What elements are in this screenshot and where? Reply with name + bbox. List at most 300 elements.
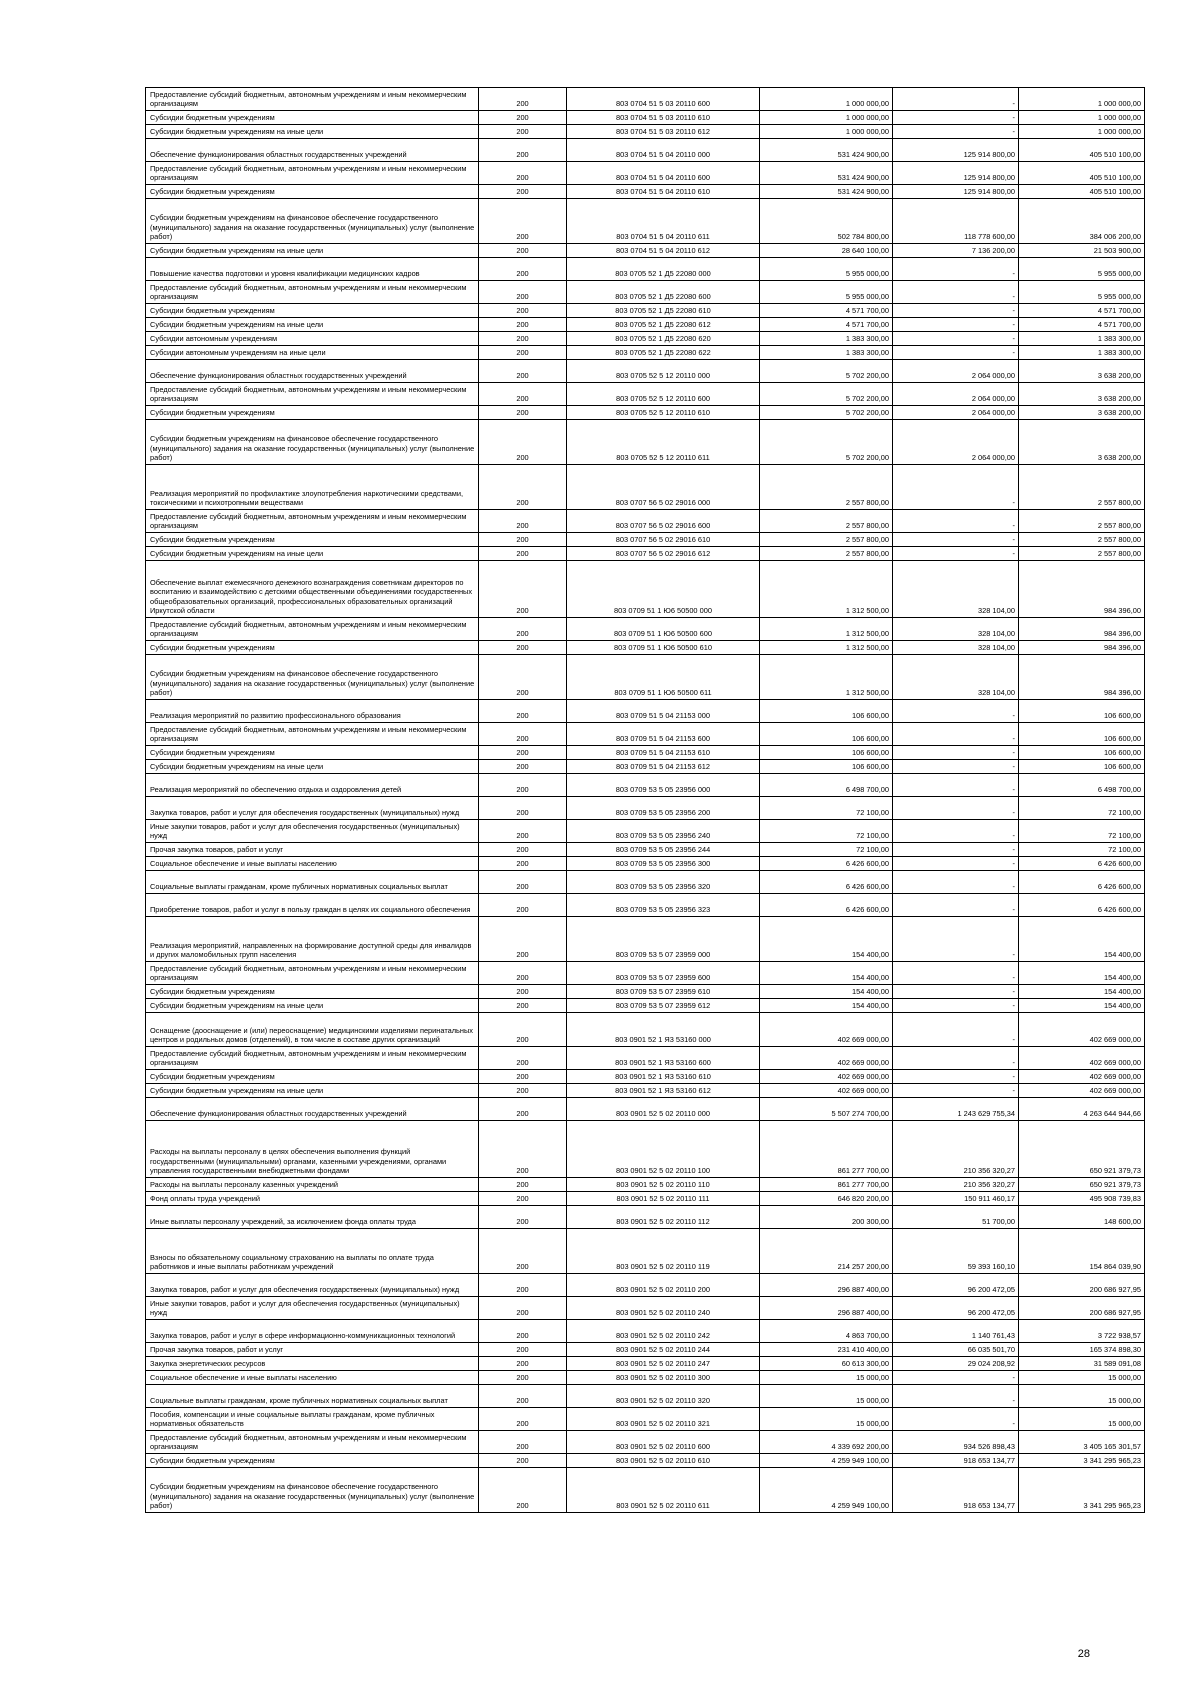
remaining-amount-cell: 6 426 600,00	[1019, 871, 1145, 894]
admin-code-cell: 200	[479, 1297, 567, 1320]
admin-code-cell: 200	[479, 162, 567, 185]
remaining-amount-cell: 106 600,00	[1019, 746, 1145, 760]
approved-amount-cell: 72 100,00	[760, 820, 893, 843]
approved-amount-cell: 402 669 000,00	[760, 1070, 893, 1084]
admin-code-cell: 200	[479, 871, 567, 894]
item-name-cell: Субсидии бюджетным учреждениям	[146, 1070, 479, 1084]
remaining-amount-cell: 2 557 800,00	[1019, 510, 1145, 533]
executed-amount-cell: 2 064 000,00	[893, 360, 1019, 383]
table-row	[146, 857, 1145, 871]
item-name-cell: Закупка товаров, работ и услуг в сфере информационно-коммуникационных технологий	[146, 1320, 479, 1343]
admin-code-cell: 200	[479, 510, 567, 533]
approved-amount-cell: 4 863 700,00	[760, 1320, 893, 1343]
executed-amount-cell: 1 243 629 755,34	[893, 1098, 1019, 1121]
admin-code-cell: 200	[479, 723, 567, 746]
remaining-amount-cell: 154 400,00	[1019, 985, 1145, 999]
executed-amount-cell: 59 393 160,10	[893, 1229, 1019, 1274]
remaining-amount-cell: 3 638 200,00	[1019, 420, 1145, 465]
budget-code-cell: 803 0901 52 5 02 20110 247	[567, 1357, 760, 1371]
remaining-amount-cell: 31 589 091,08	[1019, 1357, 1145, 1371]
approved-amount-cell: 296 887 400,00	[760, 1297, 893, 1320]
approved-amount-cell: 106 600,00	[760, 746, 893, 760]
approved-amount-cell: 5 702 200,00	[760, 406, 893, 420]
remaining-amount-cell: 200 686 927,95	[1019, 1274, 1145, 1297]
budget-code-cell: 803 0901 52 5 02 20110 240	[567, 1297, 760, 1320]
budget-code-cell: 803 0707 56 5 02 29016 610	[567, 533, 760, 547]
admin-code-cell: 200	[479, 420, 567, 465]
executed-amount-cell: -	[893, 258, 1019, 281]
budget-code-cell: 803 0704 51 5 03 20110 612	[567, 125, 760, 139]
budget-code-cell: 803 0707 56 5 02 29016 600	[567, 510, 760, 533]
admin-code-cell: 200	[479, 88, 567, 111]
remaining-amount-cell: 384 006 200,00	[1019, 199, 1145, 244]
budget-code-cell: 803 0709 51 5 04 21153 612	[567, 760, 760, 774]
remaining-amount-cell: 72 100,00	[1019, 843, 1145, 857]
table-row	[146, 281, 1145, 304]
remaining-amount-cell: 15 000,00	[1019, 1371, 1145, 1385]
approved-amount-cell: 4 259 949 100,00	[760, 1454, 893, 1468]
admin-code-cell: 200	[479, 465, 567, 510]
budget-code-cell: 803 0901 52 5 02 20110 111	[567, 1192, 760, 1206]
item-name-cell: Оснащение (дооснащение и (или) переоснащение) медицинскими изделиями перинатальных центров и родильных домов (отделений), в том числе в составе других организаций	[146, 1013, 479, 1047]
budget-code-cell: 803 0709 53 5 07 23959 612	[567, 999, 760, 1013]
remaining-amount-cell: 3 341 295 965,23	[1019, 1454, 1145, 1468]
remaining-amount-cell: 6 426 600,00	[1019, 894, 1145, 917]
executed-amount-cell: 328 104,00	[893, 618, 1019, 641]
admin-code-cell: 200	[479, 820, 567, 843]
budget-code-cell: 803 0704 51 5 04 20110 000	[567, 139, 760, 162]
item-name-cell: Субсидии бюджетным учреждениям на иные цели	[146, 244, 479, 258]
item-name-cell: Предоставление субсидий бюджетным, автономным учреждениям и иным некоммерческим организациям	[146, 723, 479, 746]
table-row	[146, 510, 1145, 533]
table-row	[146, 1229, 1145, 1274]
budget-code-cell: 803 0707 56 5 02 29016 612	[567, 547, 760, 561]
budget-execution-table	[145, 87, 1145, 1513]
item-name-cell: Реализация мероприятий, направленных на формирование доступной среды для инвалидов и других маломобильных групп населения	[146, 917, 479, 962]
item-name-cell: Субсидии бюджетным учреждениям на иные цели	[146, 318, 479, 332]
admin-code-cell: 200	[479, 1408, 567, 1431]
approved-amount-cell: 531 424 900,00	[760, 162, 893, 185]
executed-amount-cell: 2 064 000,00	[893, 383, 1019, 406]
executed-amount-cell: 125 914 800,00	[893, 185, 1019, 199]
budget-code-cell: 803 0709 53 5 07 23959 000	[567, 917, 760, 962]
executed-amount-cell: -	[893, 760, 1019, 774]
executed-amount-cell: 328 104,00	[893, 655, 1019, 700]
budget-code-cell: 803 0901 52 1 Я3 53160 612	[567, 1084, 760, 1098]
remaining-amount-cell: 106 600,00	[1019, 760, 1145, 774]
remaining-amount-cell: 15 000,00	[1019, 1408, 1145, 1431]
executed-amount-cell: 210 356 320,27	[893, 1178, 1019, 1192]
budget-code-cell: 803 0901 52 5 02 20110 000	[567, 1098, 760, 1121]
executed-amount-cell: 918 653 134,77	[893, 1468, 1019, 1513]
remaining-amount-cell: 405 510 100,00	[1019, 139, 1145, 162]
budget-code-cell: 803 0901 52 5 02 20110 244	[567, 1343, 760, 1357]
table-row	[146, 1084, 1145, 1098]
executed-amount-cell: -	[893, 985, 1019, 999]
table-row	[146, 1070, 1145, 1084]
remaining-amount-cell: 405 510 100,00	[1019, 162, 1145, 185]
remaining-amount-cell: 2 557 800,00	[1019, 547, 1145, 561]
remaining-amount-cell: 402 669 000,00	[1019, 1047, 1145, 1070]
budget-code-cell: 803 0709 53 5 05 23956 300	[567, 857, 760, 871]
admin-code-cell: 200	[479, 406, 567, 420]
table-row	[146, 1274, 1145, 1297]
remaining-amount-cell: 495 908 739,83	[1019, 1192, 1145, 1206]
admin-code-cell: 200	[479, 547, 567, 561]
remaining-amount-cell: 650 921 379,73	[1019, 1121, 1145, 1178]
item-name-cell: Предоставление субсидий бюджетным, автономным учреждениям и иным некоммерческим организациям	[146, 162, 479, 185]
admin-code-cell: 200	[479, 281, 567, 304]
budget-code-cell: 803 0705 52 5 12 20110 000	[567, 360, 760, 383]
remaining-amount-cell: 650 921 379,73	[1019, 1178, 1145, 1192]
budget-code-cell: 803 0707 56 5 02 29016 000	[567, 465, 760, 510]
approved-amount-cell: 1 312 500,00	[760, 641, 893, 655]
item-name-cell: Предоставление субсидий бюджетным, автономным учреждениям и иным некоммерческим организациям	[146, 281, 479, 304]
remaining-amount-cell: 2 557 800,00	[1019, 533, 1145, 547]
approved-amount-cell: 402 669 000,00	[760, 1084, 893, 1098]
executed-amount-cell: -	[893, 88, 1019, 111]
remaining-amount-cell: 6 426 600,00	[1019, 857, 1145, 871]
admin-code-cell: 200	[479, 199, 567, 244]
item-name-cell: Иные выплаты персоналу учреждений, за исключением фонда оплаты труда	[146, 1206, 479, 1229]
admin-code-cell: 200	[479, 125, 567, 139]
budget-code-cell: 803 0705 52 1 Д5 22080 620	[567, 332, 760, 346]
remaining-amount-cell: 106 600,00	[1019, 700, 1145, 723]
remaining-amount-cell: 5 955 000,00	[1019, 258, 1145, 281]
table-row	[146, 1371, 1145, 1385]
remaining-amount-cell: 3 638 200,00	[1019, 383, 1145, 406]
table-row	[146, 244, 1145, 258]
approved-amount-cell: 15 000,00	[760, 1408, 893, 1431]
executed-amount-cell: -	[893, 1371, 1019, 1385]
remaining-amount-cell: 5 955 000,00	[1019, 281, 1145, 304]
executed-amount-cell: 96 200 472,05	[893, 1274, 1019, 1297]
item-name-cell: Социальное обеспечение и иные выплаты населению	[146, 857, 479, 871]
executed-amount-cell: -	[893, 700, 1019, 723]
table-row	[146, 700, 1145, 723]
admin-code-cell: 200	[479, 760, 567, 774]
item-name-cell: Расходы на выплаты персоналу казенных учреждений	[146, 1178, 479, 1192]
admin-code-cell: 200	[479, 360, 567, 383]
approved-amount-cell: 402 669 000,00	[760, 1013, 893, 1047]
budget-code-cell: 803 0709 51 5 04 21153 610	[567, 746, 760, 760]
item-name-cell: Субсидии бюджетным учреждениям на финансовое обеспечение государственного (муниципального) задания на оказание государственных (муниципальных) услуг (выполнение работ)	[146, 1468, 479, 1513]
item-name-cell: Субсидии автономным учреждениям	[146, 332, 479, 346]
budget-code-cell: 803 0901 52 5 02 20110 610	[567, 1454, 760, 1468]
table-row	[146, 1320, 1145, 1343]
admin-code-cell: 200	[479, 111, 567, 125]
table-row	[146, 406, 1145, 420]
admin-code-cell: 200	[479, 1320, 567, 1343]
table-row	[146, 917, 1145, 962]
table-row	[146, 304, 1145, 318]
table-row	[146, 258, 1145, 281]
executed-amount-cell: -	[893, 1385, 1019, 1408]
executed-amount-cell: -	[893, 465, 1019, 510]
executed-amount-cell: 328 104,00	[893, 641, 1019, 655]
table-row	[146, 1468, 1145, 1513]
budget-code-cell: 803 0709 51 1 Ю6 50500 600	[567, 618, 760, 641]
admin-code-cell: 200	[479, 700, 567, 723]
approved-amount-cell: 72 100,00	[760, 843, 893, 857]
admin-code-cell: 200	[479, 1084, 567, 1098]
admin-code-cell: 200	[479, 1098, 567, 1121]
remaining-amount-cell: 148 600,00	[1019, 1206, 1145, 1229]
admin-code-cell: 200	[479, 1385, 567, 1408]
approved-amount-cell: 861 277 700,00	[760, 1178, 893, 1192]
table-row	[146, 360, 1145, 383]
remaining-amount-cell: 3 341 295 965,23	[1019, 1468, 1145, 1513]
item-name-cell: Субсидии бюджетным учреждениям	[146, 641, 479, 655]
budget-code-cell: 803 0704 51 5 04 20110 610	[567, 185, 760, 199]
remaining-amount-cell: 106 600,00	[1019, 723, 1145, 746]
table-row	[146, 1098, 1145, 1121]
approved-amount-cell: 6 426 600,00	[760, 894, 893, 917]
executed-amount-cell: -	[893, 346, 1019, 360]
item-name-cell: Субсидии бюджетным учреждениям	[146, 533, 479, 547]
table-row	[146, 1013, 1145, 1047]
table-row	[146, 533, 1145, 547]
budget-code-cell: 803 0705 52 1 Д5 22080 610	[567, 304, 760, 318]
table-row	[146, 760, 1145, 774]
approved-amount-cell: 5 955 000,00	[760, 258, 893, 281]
approved-amount-cell: 200 300,00	[760, 1206, 893, 1229]
executed-amount-cell: -	[893, 820, 1019, 843]
item-name-cell: Социальное обеспечение и иные выплаты населению	[146, 1371, 479, 1385]
table-row	[146, 1385, 1145, 1408]
item-name-cell: Обеспечение функционирования областных государственных учреждений	[146, 1098, 479, 1121]
budget-code-cell: 803 0705 52 5 12 20110 610	[567, 406, 760, 420]
item-name-cell: Предоставление субсидий бюджетным, автономным учреждениям и иным некоммерческим организациям	[146, 510, 479, 533]
approved-amount-cell: 154 400,00	[760, 999, 893, 1013]
budget-code-cell: 803 0709 53 5 05 23956 200	[567, 797, 760, 820]
budget-code-cell: 803 0709 53 5 07 23959 610	[567, 985, 760, 999]
admin-code-cell: 200	[479, 1047, 567, 1070]
item-name-cell: Пособия, компенсации и иные социальные выплаты гражданам, кроме публичных нормативных обязательств	[146, 1408, 479, 1431]
table-row	[146, 999, 1145, 1013]
executed-amount-cell: -	[893, 871, 1019, 894]
approved-amount-cell: 4 571 700,00	[760, 304, 893, 318]
executed-amount-cell: -	[893, 746, 1019, 760]
executed-amount-cell: -	[893, 547, 1019, 561]
budget-code-cell: 803 0901 52 5 02 20110 321	[567, 1408, 760, 1431]
approved-amount-cell: 1 312 500,00	[760, 618, 893, 641]
item-name-cell: Закупка товаров, работ и услуг для обеспечения государственных (муниципальных) нужд	[146, 1274, 479, 1297]
admin-code-cell: 200	[479, 1178, 567, 1192]
table-row	[146, 962, 1145, 985]
item-name-cell: Расходы на выплаты персоналу в целях обеспечения выполнения функций государственными (муниципальными) органами, казенными учреждениями, органами управления государственными внебюджетными фондами	[146, 1121, 479, 1178]
table-row	[146, 1297, 1145, 1320]
admin-code-cell: 200	[479, 304, 567, 318]
admin-code-cell: 200	[479, 1371, 567, 1385]
approved-amount-cell: 5 507 274 700,00	[760, 1098, 893, 1121]
executed-amount-cell: 29 024 208,92	[893, 1357, 1019, 1371]
approved-amount-cell: 2 557 800,00	[760, 547, 893, 561]
table-row	[146, 746, 1145, 760]
item-name-cell: Закупка товаров, работ и услуг для обеспечения государственных (муниципальных) нужд	[146, 797, 479, 820]
budget-code-cell: 803 0901 52 5 02 20110 600	[567, 1431, 760, 1454]
admin-code-cell: 200	[479, 774, 567, 797]
approved-amount-cell: 4 339 692 200,00	[760, 1431, 893, 1454]
approved-amount-cell: 106 600,00	[760, 700, 893, 723]
table-row	[146, 1454, 1145, 1468]
item-name-cell: Предоставление субсидий бюджетным, автономным учреждениям и иным некоммерческим организациям	[146, 88, 479, 111]
remaining-amount-cell: 4 571 700,00	[1019, 304, 1145, 318]
approved-amount-cell: 1 383 300,00	[760, 332, 893, 346]
budget-code-cell: 803 0709 53 5 05 23956 323	[567, 894, 760, 917]
remaining-amount-cell: 1 383 300,00	[1019, 346, 1145, 360]
approved-amount-cell: 2 557 800,00	[760, 533, 893, 547]
item-name-cell: Предоставление субсидий бюджетным, автономным учреждениям и иным некоммерческим организациям	[146, 1431, 479, 1454]
executed-amount-cell: -	[893, 894, 1019, 917]
executed-amount-cell: -	[893, 1408, 1019, 1431]
remaining-amount-cell: 1 383 300,00	[1019, 332, 1145, 346]
item-name-cell: Иные закупки товаров, работ и услуг для обеспечения государственных (муниципальных) нужд	[146, 820, 479, 843]
admin-code-cell: 200	[479, 655, 567, 700]
remaining-amount-cell: 21 503 900,00	[1019, 244, 1145, 258]
table-row	[146, 1408, 1145, 1431]
approved-amount-cell: 1 000 000,00	[760, 88, 893, 111]
item-name-cell: Социальные выплаты гражданам, кроме публичных нормативных социальных выплат	[146, 1385, 479, 1408]
item-name-cell: Субсидии бюджетным учреждениям на иные цели	[146, 999, 479, 1013]
admin-code-cell: 200	[479, 1274, 567, 1297]
item-name-cell: Реализация мероприятий по обеспечению отдыха и оздоровления детей	[146, 774, 479, 797]
approved-amount-cell: 154 400,00	[760, 985, 893, 999]
table-row	[146, 332, 1145, 346]
executed-amount-cell: 934 526 898,43	[893, 1431, 1019, 1454]
table-row	[146, 655, 1145, 700]
admin-code-cell: 200	[479, 1343, 567, 1357]
table-row	[146, 797, 1145, 820]
executed-amount-cell: -	[893, 1070, 1019, 1084]
budget-code-cell: 803 0705 52 1 Д5 22080 622	[567, 346, 760, 360]
admin-code-cell: 200	[479, 618, 567, 641]
approved-amount-cell: 6 426 600,00	[760, 871, 893, 894]
budget-code-cell: 803 0709 51 5 04 21153 600	[567, 723, 760, 746]
approved-amount-cell: 1 312 500,00	[760, 655, 893, 700]
approved-amount-cell: 5 702 200,00	[760, 420, 893, 465]
table-row	[146, 1178, 1145, 1192]
item-name-cell: Реализация мероприятий по профилактике злоупотребления наркотическими средствами, токсическими и психотропными веществами	[146, 465, 479, 510]
remaining-amount-cell: 165 374 898,30	[1019, 1343, 1145, 1357]
approved-amount-cell: 214 257 200,00	[760, 1229, 893, 1274]
executed-amount-cell: 96 200 472,05	[893, 1297, 1019, 1320]
budget-code-cell: 803 0901 52 5 02 20110 110	[567, 1178, 760, 1192]
item-name-cell: Субсидии бюджетным учреждениям	[146, 185, 479, 199]
remaining-amount-cell: 4 263 644 944,66	[1019, 1098, 1145, 1121]
item-name-cell: Субсидии бюджетным учреждениям	[146, 985, 479, 999]
table-row	[146, 383, 1145, 406]
admin-code-cell: 200	[479, 857, 567, 871]
remaining-amount-cell: 984 396,00	[1019, 561, 1145, 618]
approved-amount-cell: 1 312 500,00	[760, 561, 893, 618]
remaining-amount-cell: 6 498 700,00	[1019, 774, 1145, 797]
table-row	[146, 985, 1145, 999]
approved-amount-cell: 5 955 000,00	[760, 281, 893, 304]
approved-amount-cell: 1 000 000,00	[760, 125, 893, 139]
table-row	[146, 1357, 1145, 1371]
admin-code-cell: 200	[479, 561, 567, 618]
approved-amount-cell: 154 400,00	[760, 917, 893, 962]
executed-amount-cell: 125 914 800,00	[893, 162, 1019, 185]
approved-amount-cell: 6 498 700,00	[760, 774, 893, 797]
table-row	[146, 162, 1145, 185]
table-row	[146, 843, 1145, 857]
admin-code-cell: 200	[479, 1431, 567, 1454]
item-name-cell: Закупка энергетических ресурсов	[146, 1357, 479, 1371]
table-row	[146, 346, 1145, 360]
table-row	[146, 185, 1145, 199]
admin-code-cell: 200	[479, 962, 567, 985]
item-name-cell: Обеспечение функционирования областных государственных учреждений	[146, 139, 479, 162]
admin-code-cell: 200	[479, 797, 567, 820]
approved-amount-cell: 6 426 600,00	[760, 857, 893, 871]
item-name-cell: Субсидии бюджетным учреждениям	[146, 1454, 479, 1468]
executed-amount-cell: 150 911 460,17	[893, 1192, 1019, 1206]
executed-amount-cell: 210 356 320,27	[893, 1121, 1019, 1178]
budget-code-cell: 803 0705 52 1 Д5 22080 000	[567, 258, 760, 281]
item-name-cell: Иные закупки товаров, работ и услуг для обеспечения государственных (муниципальных) нужд	[146, 1297, 479, 1320]
table-row	[146, 561, 1145, 618]
item-name-cell: Повышение качества подготовки и уровня квалификации медицинских кадров	[146, 258, 479, 281]
executed-amount-cell: -	[893, 857, 1019, 871]
item-name-cell: Предоставление субсидий бюджетным, автономным учреждениям и иным некоммерческим организациям	[146, 618, 479, 641]
remaining-amount-cell: 3 638 200,00	[1019, 360, 1145, 383]
approved-amount-cell: 531 424 900,00	[760, 185, 893, 199]
remaining-amount-cell: 405 510 100,00	[1019, 185, 1145, 199]
approved-amount-cell: 154 400,00	[760, 962, 893, 985]
budget-code-cell: 803 0705 52 5 12 20110 611	[567, 420, 760, 465]
approved-amount-cell: 402 669 000,00	[760, 1047, 893, 1070]
budget-code-cell: 803 0705 52 5 12 20110 600	[567, 383, 760, 406]
approved-amount-cell: 72 100,00	[760, 797, 893, 820]
admin-code-cell: 200	[479, 917, 567, 962]
approved-amount-cell: 2 557 800,00	[760, 510, 893, 533]
remaining-amount-cell: 72 100,00	[1019, 797, 1145, 820]
admin-code-cell: 200	[479, 1357, 567, 1371]
admin-code-cell: 200	[479, 894, 567, 917]
table-row	[146, 111, 1145, 125]
budget-code-cell: 803 0704 51 5 03 20110 600	[567, 88, 760, 111]
budget-code-cell: 803 0709 53 5 05 23956 000	[567, 774, 760, 797]
approved-amount-cell: 4 259 949 100,00	[760, 1468, 893, 1513]
table-body	[146, 88, 1145, 1513]
table-row	[146, 1431, 1145, 1454]
budget-code-cell: 803 0901 52 5 02 20110 119	[567, 1229, 760, 1274]
remaining-amount-cell: 3 405 165 301,57	[1019, 1431, 1145, 1454]
table-row	[146, 420, 1145, 465]
executed-amount-cell: -	[893, 843, 1019, 857]
admin-code-cell: 200	[479, 746, 567, 760]
approved-amount-cell: 28 640 100,00	[760, 244, 893, 258]
approved-amount-cell: 1 383 300,00	[760, 346, 893, 360]
item-name-cell: Фонд оплаты труда учреждений	[146, 1192, 479, 1206]
table-row	[146, 820, 1145, 843]
executed-amount-cell: -	[893, 1047, 1019, 1070]
remaining-amount-cell: 984 396,00	[1019, 618, 1145, 641]
budget-code-cell: 803 0901 52 1 Я3 53160 600	[567, 1047, 760, 1070]
item-name-cell: Социальные выплаты гражданам, кроме публичных нормативных социальных выплат	[146, 871, 479, 894]
executed-amount-cell: 2 064 000,00	[893, 420, 1019, 465]
remaining-amount-cell: 200 686 927,95	[1019, 1297, 1145, 1320]
admin-code-cell: 200	[479, 244, 567, 258]
budget-code-cell: 803 0709 53 5 07 23959 600	[567, 962, 760, 985]
table-row	[146, 1121, 1145, 1178]
item-name-cell: Обеспечение функционирования областных государственных учреждений	[146, 360, 479, 383]
remaining-amount-cell: 402 669 000,00	[1019, 1084, 1145, 1098]
admin-code-cell: 200	[479, 1070, 567, 1084]
executed-amount-cell: 328 104,00	[893, 561, 1019, 618]
